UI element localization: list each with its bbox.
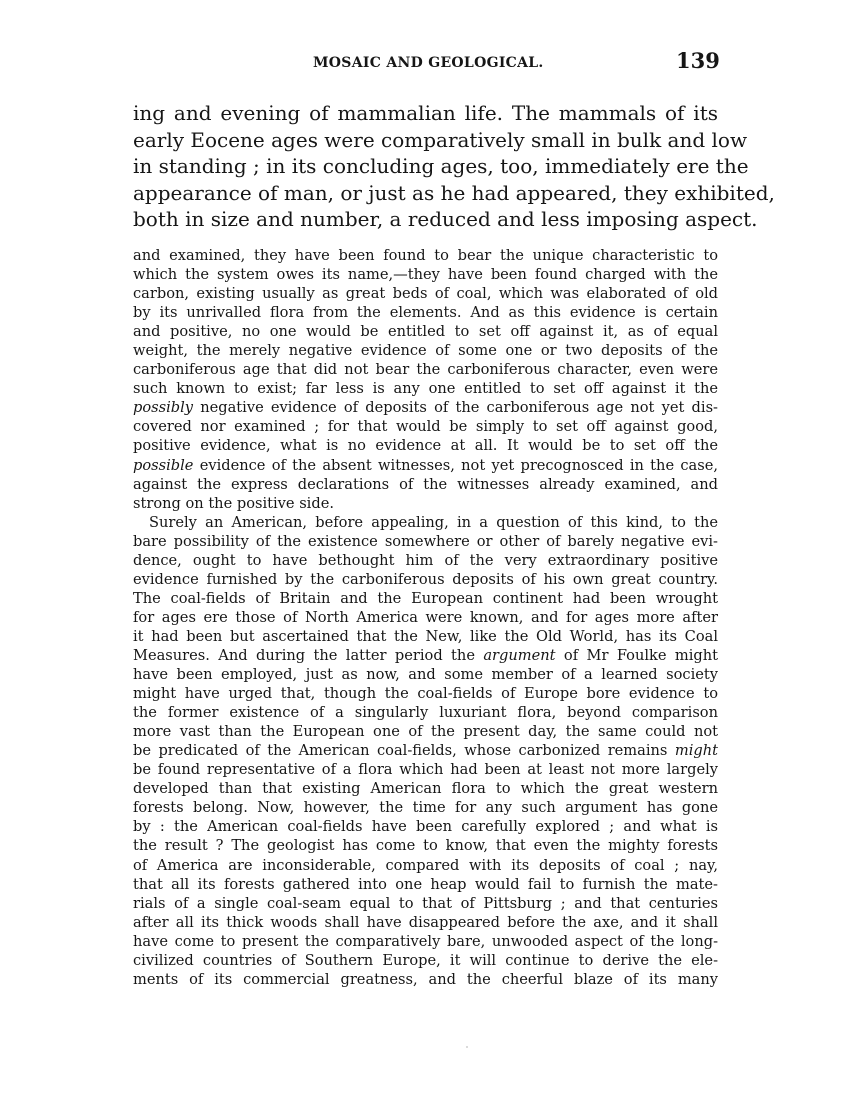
body-line: [133, 913, 718, 932]
text-run: be predicated of the American coal-fields, whose carbonized remains: [133, 742, 675, 760]
text-run: and positive, no one would be entitled to set off against it, as of equal: [133, 323, 718, 341]
body-line: [133, 646, 718, 665]
text-run: against the express declarations of the witnesses already examined, and: [133, 475, 718, 493]
text-run: by its unrivalled flora from the elements. And as this evidence is certain: [133, 304, 718, 322]
text-run: ments of its commercial greatness, and the cheerful blaze of its many: [133, 970, 718, 988]
text-run: civilized countries of Southern Europe, it will continue to derive the ele-: [133, 951, 718, 969]
page-number: 139: [676, 48, 720, 73]
body-line: [133, 817, 718, 836]
large-passage-line: [133, 180, 775, 207]
text-run: covered nor examined ; for that would be simply to set off against good,: [133, 418, 718, 436]
body-line: [133, 589, 718, 608]
text-run: strong on the positive side.: [133, 494, 334, 512]
text-run: of America are inconsiderable, compared with its deposits of coal ; nay,: [133, 856, 718, 874]
text-run: carbon, existing usually as great beds of coal, which was elaborated of old: [133, 285, 718, 303]
body-line: [133, 341, 718, 360]
body-line: [133, 741, 718, 760]
text-run: positive evidence, what is no evidence at all. It would be to set off the: [133, 437, 718, 455]
text-run: the former existence of a singularly luxuriant flora, beyond comparison: [133, 704, 718, 722]
running-head: MOSAIC AND GEOLOGICAL.: [313, 55, 544, 71]
text-run: carboniferous age that did not bear the carboniferous character, even were: [133, 361, 718, 379]
text-run: bare possibility of the existence somewhere or other of barely negative evi-: [133, 532, 718, 550]
text-run: appearance of man, or just as he had appeared, they exhibited,: [133, 180, 775, 205]
large-passage-line: [133, 206, 758, 233]
body-line: [133, 722, 718, 741]
text-run: have been employed, just as now, and some member of a learned society: [133, 666, 718, 684]
body-line: [133, 436, 718, 455]
text-run: for ages ere those of North America were known, and for ages more after: [133, 608, 718, 626]
large-passage-line: [133, 153, 749, 180]
body-line: [133, 551, 718, 570]
large-passage-line: [133, 100, 718, 127]
text-run: the result ? The geologist has come to know, that even the mighty forests: [133, 837, 718, 855]
body-line: [133, 360, 718, 379]
large-passage-line: [133, 127, 748, 154]
body-line: [133, 494, 718, 513]
text-run: early Eocene ages were comparatively small in bulk and low: [133, 127, 748, 152]
body-line: [133, 513, 718, 532]
text-run: ing and evening of mammalian life. The mammals of its: [133, 101, 718, 125]
body-text: [133, 246, 718, 989]
text-run: weight, the merely negative evidence of some one or two deposits of the: [133, 342, 718, 360]
text-run: by : the American coal-fields have been carefully explored ; and what is: [133, 818, 718, 836]
body-line: [133, 836, 718, 855]
body-line: [133, 779, 718, 798]
body-line: [133, 379, 718, 398]
text-run: evidence of the absent witnesses, not yet precognosced in the case,: [193, 456, 718, 474]
body-line: [133, 703, 718, 722]
text-run: Measures. And during the latter period the: [133, 646, 484, 664]
body-line: [133, 875, 718, 894]
body-line: [133, 951, 718, 970]
text-run: that all its forests gathered into one heap would fail to furnish the mate-: [133, 875, 718, 893]
body-line: [133, 894, 718, 913]
body-line: [133, 532, 718, 551]
text-run: have come to present the comparatively bare, unwooded aspect of the long-: [133, 932, 718, 950]
body-line: [133, 932, 718, 951]
text-run: both in size and number, a reduced and less imposing aspect.: [133, 207, 758, 232]
body-line: [133, 246, 718, 265]
text-run: such known to exist; far less is any one entitled to set off against it the: [133, 380, 718, 398]
text-run: in standing ; in its concluding ages, too, immediately ere the: [133, 154, 749, 179]
text-run: after all its thick woods shall have disappeared before the axe, and it shall: [133, 913, 718, 931]
body-line: [133, 284, 718, 303]
body-line: [133, 627, 718, 646]
body-line: [133, 665, 718, 684]
text-run: which the system owes its name,—they have been found charged with the: [133, 266, 718, 284]
body-line: [133, 475, 718, 494]
italic-word: argument: [483, 646, 556, 664]
text-run: might have urged that, though the coal-fields of Europe bore evidence to: [133, 685, 718, 703]
body-line: [133, 322, 718, 341]
italic-word: possibly: [133, 399, 194, 417]
body-line: [133, 417, 718, 436]
text-run: developed than that existing American flora to which the great western: [133, 780, 718, 798]
body-line: [133, 570, 718, 589]
text-run: of Mr Foulke might: [555, 646, 718, 664]
paper-speck: [466, 1046, 468, 1048]
body-line: [133, 398, 718, 417]
body-line: [133, 608, 718, 627]
text-run: Surely an American, before appealing, in a question of this kind, to the: [149, 513, 718, 531]
body-line: [133, 456, 718, 475]
text-run: more vast than the European one of the present day, the same could not: [133, 723, 718, 741]
body-line: [133, 798, 718, 817]
body-line: [133, 265, 718, 284]
text-run: rials of a single coal-seam equal to that of Pittsburg ; and that centuries: [133, 894, 718, 912]
body-line: [133, 856, 718, 875]
large-passage: [133, 100, 775, 233]
body-line: [133, 684, 718, 703]
text-run: forests belong. Now, however, the time for any such argument has gone: [133, 799, 718, 817]
text-run: negative evidence of deposits of the carboniferous age not yet dis-: [193, 399, 718, 417]
body-line: [133, 303, 718, 322]
italic-word: possible: [133, 456, 194, 474]
body-line: [133, 760, 718, 779]
italic-word: might: [674, 742, 718, 760]
text-run: it had been but ascertained that the New, like the Old World, has its Coal: [133, 627, 718, 645]
text-run: and examined, they have been found to bear the unique characteristic to: [133, 247, 718, 264]
body-line: [133, 970, 718, 989]
text-run: dence, ought to have bethought him of the very extraordinary positive: [133, 551, 718, 569]
text-run: be found representative of a flora which had been at least not more largely: [133, 761, 718, 779]
text-run: evidence furnished by the carboniferous deposits of his own great country.: [133, 570, 718, 588]
text-run: The coal-fields of Britain and the European continent had been wrought: [133, 589, 718, 607]
